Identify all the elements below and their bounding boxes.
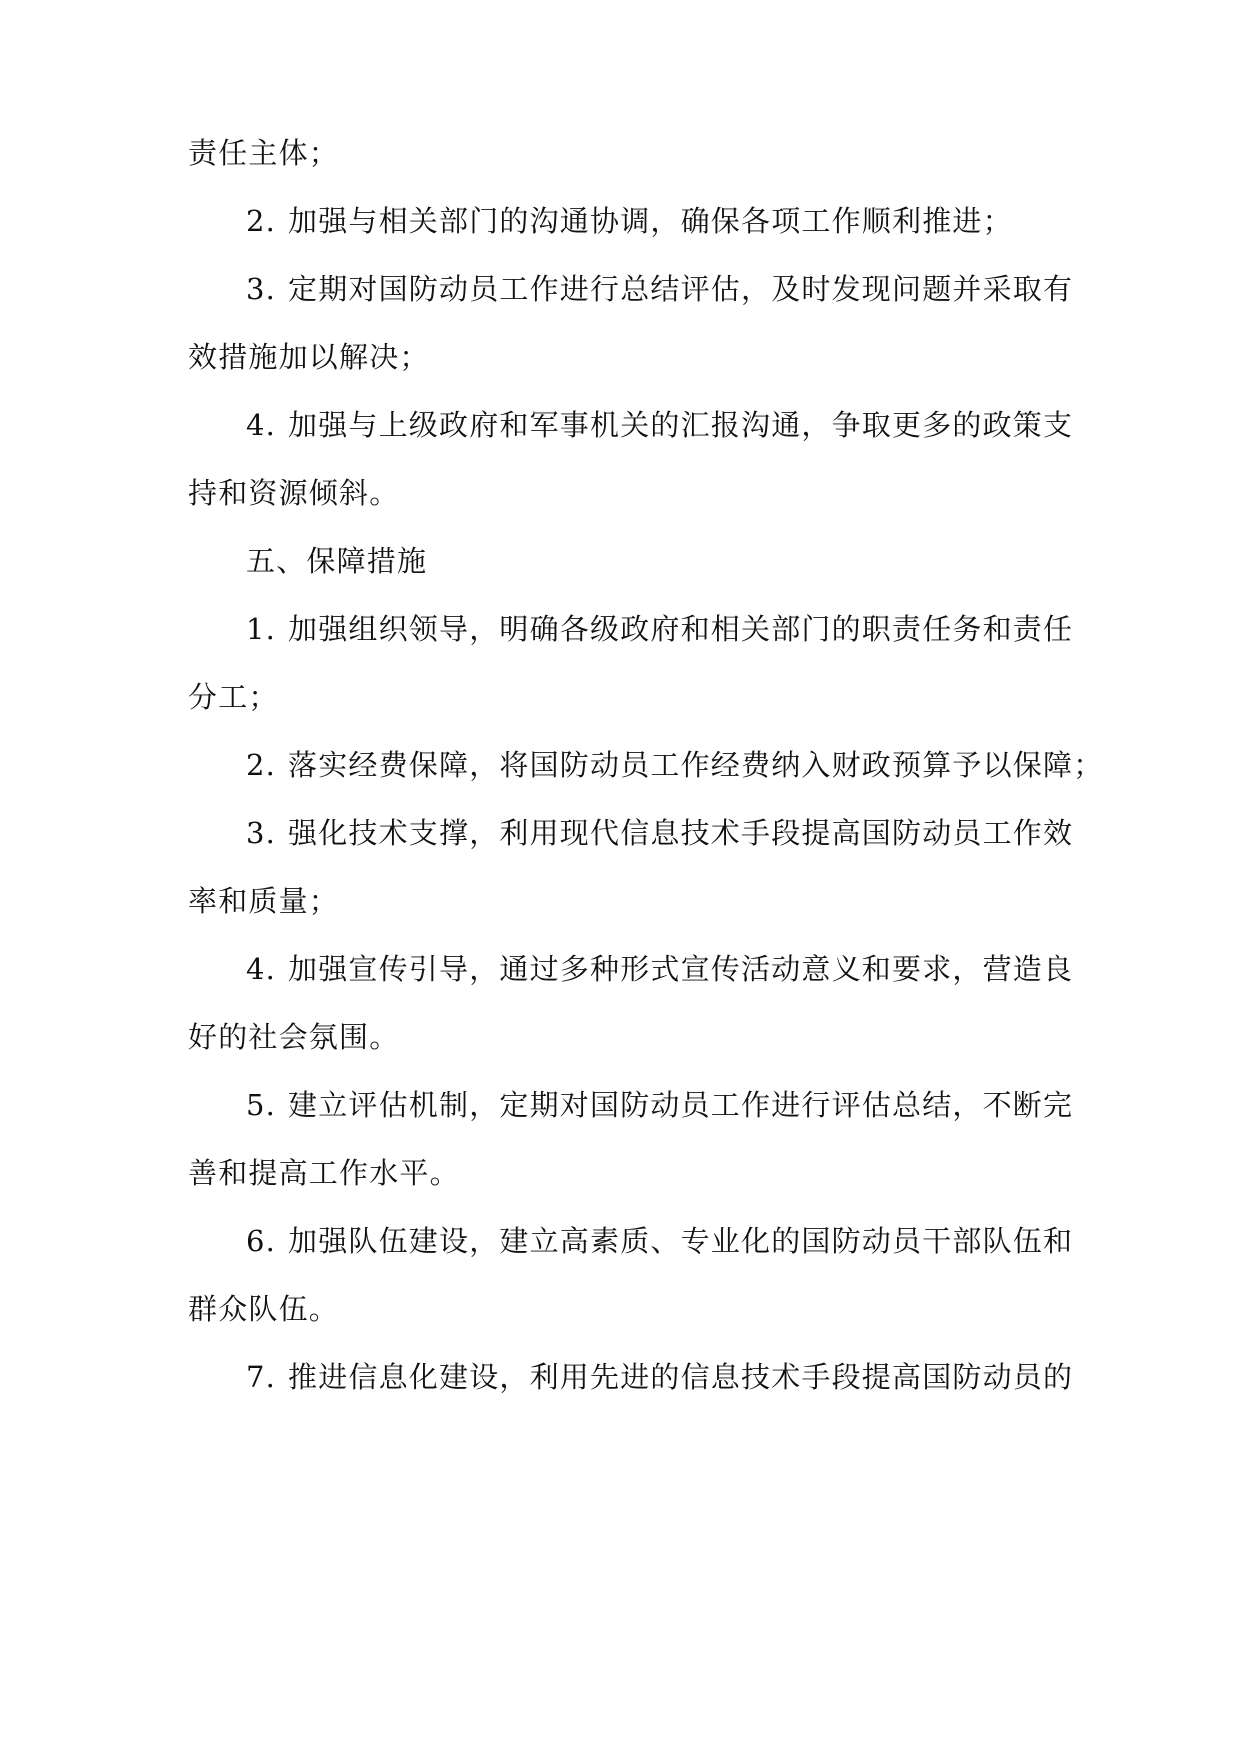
- list-item: [246, 611, 1116, 647]
- text-line: 效措施加以解决；: [188, 340, 430, 374]
- list-number: 4.: [246, 408, 277, 442]
- list-item-text: 加强与上级政府和军事机关的汇报沟通，争取更多的政策支: [288, 408, 1074, 442]
- list-item: [246, 407, 1116, 443]
- list-item-text: 加强组织领导，明确各级政府和相关部门的职责任务和责任: [288, 612, 1074, 646]
- list-item-text: 建立评估机制，定期对国防动员工作进行评估总结，不断完: [288, 1088, 1074, 1122]
- list-number: 1.: [246, 612, 277, 646]
- list-number: 5.: [246, 1088, 277, 1122]
- list-item-text: 推进信息化建设，利用先进的信息技术手段提高国防动员的: [288, 1360, 1074, 1394]
- list-number: 3.: [246, 272, 277, 306]
- list-item: [246, 271, 1116, 307]
- list-item-text: 加强队伍建设，建立高素质、专业化的国防动员干部队伍和: [288, 1224, 1074, 1258]
- list-item: [246, 1359, 1116, 1395]
- text-line: 分工；: [188, 680, 279, 714]
- text-line: 善和提高工作水平。: [188, 1156, 460, 1190]
- text-line: 好的社会氛围。: [188, 1020, 400, 1054]
- text-line: 率和质量；: [188, 884, 340, 918]
- list-number: 2.: [246, 204, 277, 238]
- list-item: [246, 747, 1116, 783]
- list-item: [246, 815, 1116, 851]
- list-item: [246, 1223, 1116, 1259]
- list-number: 2.: [246, 748, 277, 782]
- text-line: 群众队伍。: [188, 1292, 340, 1326]
- list-item-text: 加强与相关部门的沟通协调，确保各项工作顺利推进；: [288, 204, 1013, 238]
- list-number: 3.: [246, 816, 277, 850]
- list-number: 6.: [246, 1224, 277, 1258]
- list-item-text: 强化技术支撑，利用现代信息技术手段提高国防动员工作效: [288, 816, 1074, 850]
- list-item: [246, 951, 1116, 987]
- section-heading: 五、保障措施: [246, 544, 428, 578]
- list-number: 7.: [246, 1360, 277, 1394]
- text-line: 持和资源倾斜。: [188, 476, 400, 510]
- list-item: [246, 1087, 1116, 1123]
- list-item-text: 落实经费保障，将国防动员工作经费纳入财政预算予以保障；: [288, 748, 1104, 782]
- list-item-text: 加强宣传引导，通过多种形式宣传活动意义和要求，营造良: [288, 952, 1074, 986]
- list-item: [246, 203, 1116, 239]
- text-line: 责任主体；: [188, 136, 340, 170]
- list-number: 4.: [246, 952, 277, 986]
- list-item-text: 定期对国防动员工作进行总结评估，及时发现问题并采取有: [288, 272, 1074, 306]
